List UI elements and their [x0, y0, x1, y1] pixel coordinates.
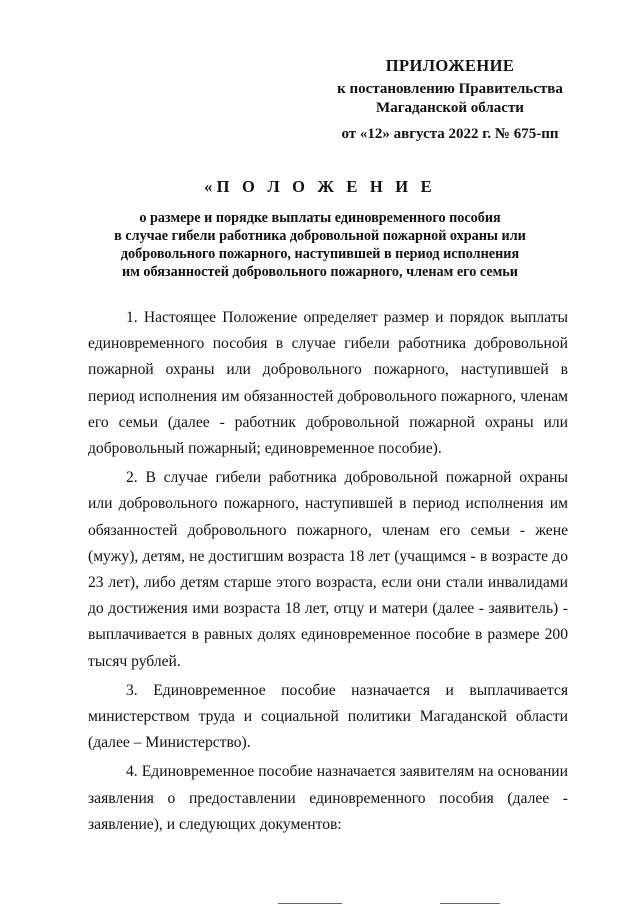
- paragraph-1: 1. Настоящее Положение определяет размер и порядок выплаты единовременного пособия в случае гибели работника добровольной пожарной охраны или добровольного пожарного, наступившей в период исполнения им обязанностей добровольного пожарного, членам его семьи (далее - работник добровольной пожарной охраны или добровольный пожарный; единовременное пособие).: [88, 309, 568, 458]
- paragraph-3: 3. Единовременное пособие назначается и выплачивается министерством труда и социальной политики Магаданской области (далее – Министерство).: [88, 681, 568, 752]
- paragraph-2: 2. В случае гибели работника добровольной пожарной охраны или добровольного пожарного, наступившей в период исполнения им обязанностей добровольного пожарного, членам его семьи - жене (мужу), детям, не достигшим возраста 18 лет (учащимся - в возрасте до 23 лет), либо детям старше этого возраста, если они стали инвалидами до достижения ими возраста 18 лет, отцу и матери (далее - заявитель) - выплачивается в равных долях единовременное пособие в размере 200 тысяч рублей.: [88, 469, 568, 670]
- paragraph-4: 4. Единовременное пособие назначается заявителям на основании заявления о предоставлении единовременного пособия (далее - заявление), и следующих документов:: [88, 763, 568, 833]
- annex-line-2: Магаданской области: [376, 100, 524, 116]
- annex-header: [300, 56, 600, 144]
- document-title-block: [90, 177, 550, 281]
- document-title: «П О Л О Ж Е Н И Е: [204, 177, 436, 196]
- annex-line-1: к постановлению Правительства: [337, 81, 563, 97]
- subtitle-line: добровольного пожарного, наступившей в период исполнения: [120, 246, 520, 262]
- document-subtitle: [90, 209, 550, 281]
- scan-artifact-line: [278, 903, 342, 904]
- annex-title: ПРИЛОЖЕНИЕ: [385, 56, 515, 75]
- subtitle-line: о размере и порядке выплаты единовременного пособия: [139, 210, 501, 226]
- subtitle-line: им обязанностей добровольного пожарного, членам его семьи: [122, 264, 518, 280]
- document-body: [88, 305, 568, 841]
- subtitle-line: в случае гибели работника добровольной пожарной охраны или: [114, 228, 526, 244]
- annex-date: от «12» августа 2022 г. № 675-пп: [341, 126, 559, 142]
- scan-artifact-line: [440, 903, 500, 904]
